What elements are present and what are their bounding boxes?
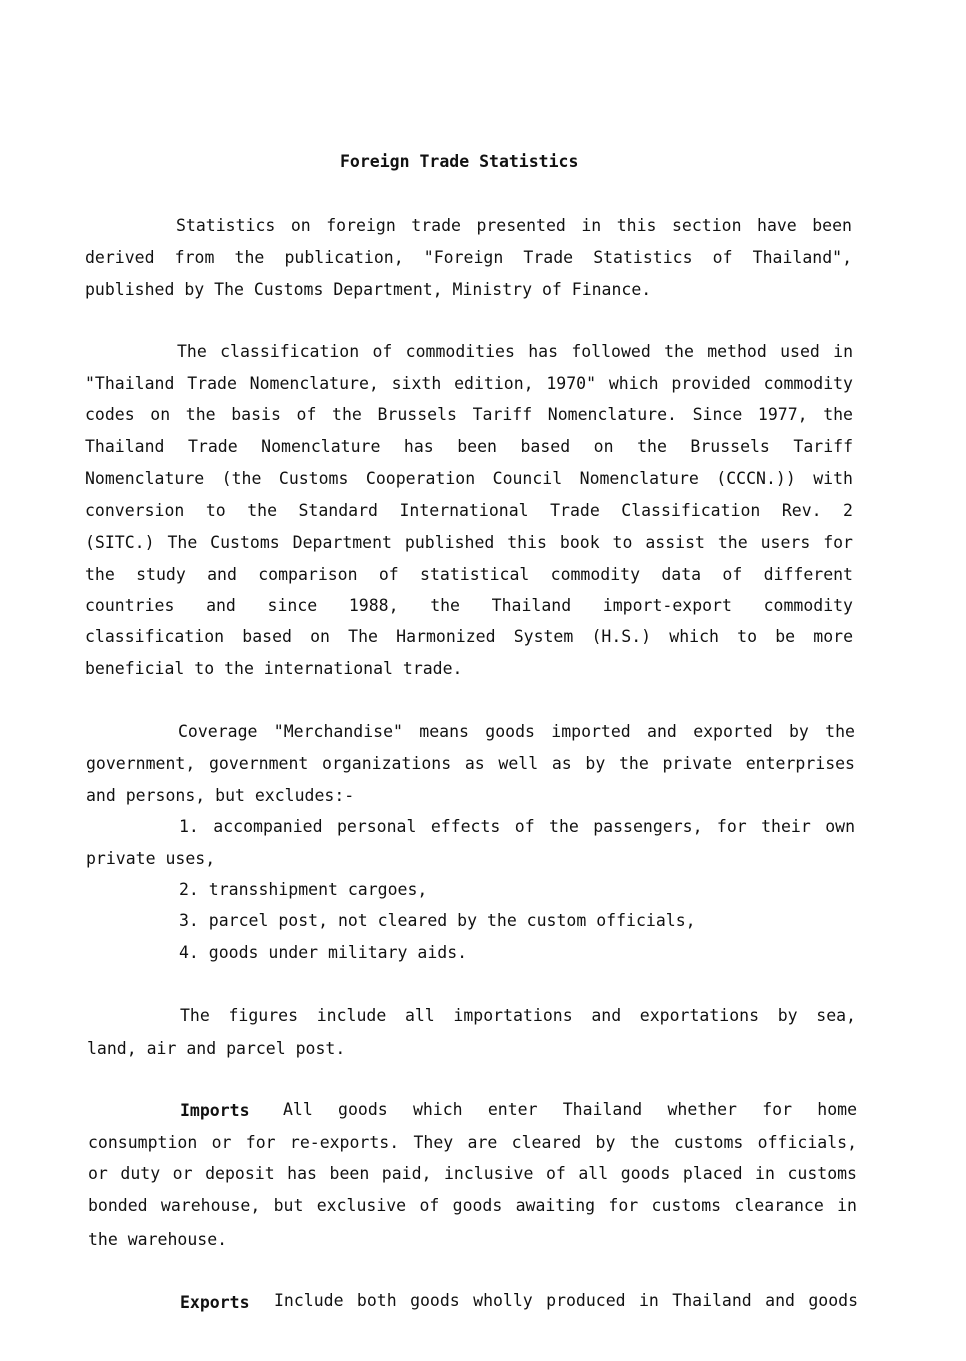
coverage-line: Coverage "Merchandise" means goods imported and exported by the xyxy=(178,722,855,741)
imports-line: or duty or deposit has been paid, inclusive of all goods placed in customs xyxy=(88,1164,857,1183)
classification-line: "Thailand Trade Nomenclature, sixth edition, 1970" which provided commodity xyxy=(85,374,853,393)
exports-line: Include both goods wholly produced in Thailand and goods xyxy=(274,1291,858,1310)
exclusion-item: 3. parcel post, not cleared by the custom officials, xyxy=(179,911,696,930)
page-title: Foreign Trade Statistics xyxy=(340,152,579,171)
imports-term: Imports xyxy=(180,1101,250,1120)
exclusion-item: 1. accompanied personal effects of the passengers, for their own xyxy=(179,817,855,836)
classification-line: Thailand Trade Nomenclature has been based on the Brussels Tariff xyxy=(85,437,853,456)
classification-line: (SITC.) The Customs Department published this book to assist the users for xyxy=(85,533,853,552)
classification-line: the study and comparison of statistical commodity data of different xyxy=(85,565,853,584)
imports-line: consumption or for re-exports. They are cleared by the customs officials, xyxy=(88,1133,857,1152)
imports-line: bonded warehouse, but exclusive of goods awaiting for customs clearance in xyxy=(88,1196,857,1215)
classification-line: Nomenclature (the Customs Cooperation Council Nomenclature (CCCN.)) with xyxy=(85,469,853,488)
imports-line: the warehouse. xyxy=(88,1230,228,1249)
intro-line: Statistics on foreign trade presented in this section have been xyxy=(176,216,852,235)
classification-line: conversion to the Standard International Trade Classification Rev. 2 xyxy=(85,501,853,520)
exports-term: Exports xyxy=(180,1293,250,1312)
coverage-line: government, government organizations as well as by the private enterprises xyxy=(86,754,855,773)
figures-line: land, air and parcel post. xyxy=(87,1039,346,1058)
classification-line: beneficial to the international trade. xyxy=(85,659,463,678)
intro-line: published by The Customs Department, Ministry of Finance. xyxy=(85,280,652,299)
classification-line: countries and since 1988, the Thailand import-export commodity xyxy=(85,596,853,615)
classification-line: codes on the basis of the Brussels Tariff Nomenclature. Since 1977, the xyxy=(85,405,853,424)
exclusion-item: 2. transshipment cargoes, xyxy=(179,880,428,899)
intro-line: derived from the publication, "Foreign Trade Statistics of Thailand", xyxy=(85,248,852,267)
imports-line: All goods which enter Thailand whether for home xyxy=(283,1100,857,1119)
figures-line: The figures include all importations and exportations by sea, xyxy=(180,1006,856,1025)
classification-line: classification based on The Harmonized System (H.S.) which to be more xyxy=(85,627,853,646)
exclusion-item: private uses, xyxy=(86,849,216,868)
exclusion-item: 4. goods under military aids. xyxy=(179,943,468,962)
classification-line: The classification of commodities has followed the method used in xyxy=(177,342,853,361)
coverage-line: and persons, but excludes:- xyxy=(86,786,355,805)
